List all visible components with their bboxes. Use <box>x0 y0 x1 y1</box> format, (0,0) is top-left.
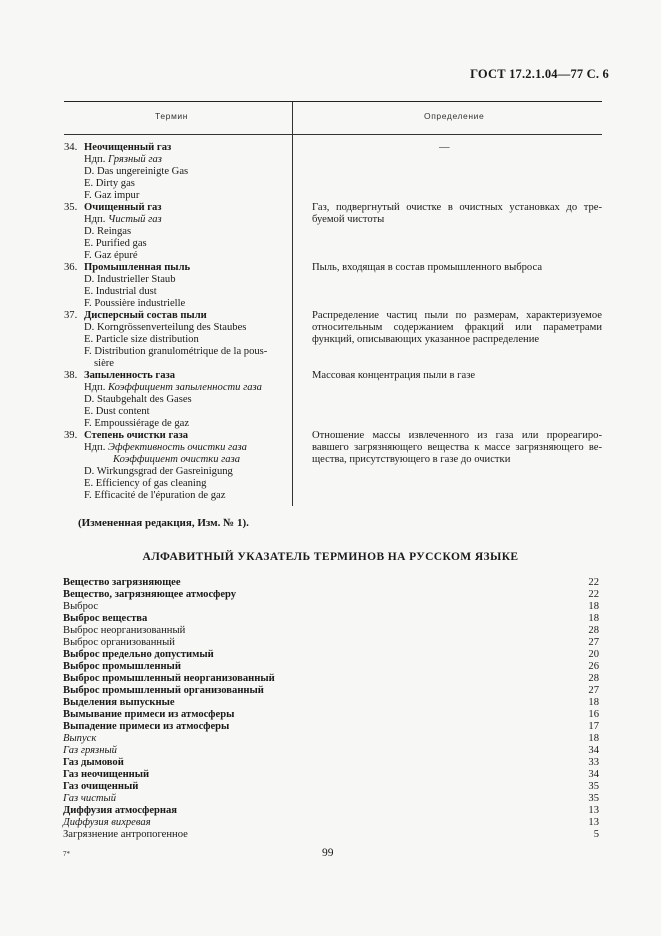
index-term: Вещество загрязняющее <box>63 577 181 588</box>
term-translation: E. Particle size distribution <box>84 334 199 345</box>
term-number: 37. <box>64 310 78 321</box>
footer-mark: 7* <box>63 850 70 858</box>
index-term: Загрязнение антропогенное <box>63 829 188 840</box>
definition-line: Газ, подвергнутый очистке в очистных установках до тре- <box>312 202 602 213</box>
definition-cell <box>312 202 602 226</box>
term-number: 34. <box>64 142 78 153</box>
index-entry <box>63 613 599 625</box>
term-cell <box>64 202 286 262</box>
term-cell <box>64 310 286 370</box>
table-row <box>64 202 604 262</box>
index-entry <box>63 709 599 721</box>
index-page: 20 <box>588 649 599 660</box>
index-page: 35 <box>588 781 599 792</box>
term-number: 38. <box>64 370 78 381</box>
index-term: Выброс неорганизованный <box>63 625 186 636</box>
index-page: 13 <box>588 817 599 828</box>
definition-cell <box>312 370 602 382</box>
term-synonym: Ндп. Чистый газ <box>84 214 162 225</box>
definition-line: Отношение массы извлеченного из газа или прореагиро- <box>312 430 602 441</box>
definition-line: щества, присутствующего в газе до очистки <box>312 454 511 465</box>
index-page: 5 <box>593 829 599 840</box>
index-term: Выпуск <box>63 733 97 744</box>
index-page: 13 <box>588 805 599 816</box>
index-entry <box>63 601 599 613</box>
term-translation: E. Industrial dust <box>84 286 157 297</box>
term-translation: F. Gaz épuré <box>84 250 138 261</box>
term-title: Запыленность газа <box>84 370 176 381</box>
index-term: Выброс организованный <box>63 637 175 648</box>
index-term: Диффузия вихревая <box>63 817 151 828</box>
term-translation: F. Poussière industrielle <box>84 298 186 309</box>
term-cell <box>64 262 286 310</box>
definition-cell <box>312 310 602 346</box>
term-synonym: Коэффициент очистки газа <box>113 454 240 465</box>
term-cell <box>64 142 286 202</box>
index-term: Выброс вещества <box>63 613 148 624</box>
term-translation: E. Purified gas <box>84 238 147 249</box>
term-translation: D. Industrieller Staub <box>84 274 176 285</box>
index-term: Выпадение примеси из атмосферы <box>63 721 230 732</box>
index-page: 18 <box>588 697 599 708</box>
term-title: Очищенный газ <box>84 202 162 213</box>
table-header-rule <box>64 134 602 135</box>
index-page: 34 <box>588 745 599 756</box>
index-term: Газ чистый <box>63 793 117 804</box>
index-page: 34 <box>588 769 599 780</box>
index-entry <box>63 805 599 817</box>
table-row <box>64 430 604 502</box>
term-title: Неочищенный газ <box>84 142 172 153</box>
term-translation: E. Efficiency of gas cleaning <box>84 478 207 489</box>
index-term: Выделения выпускные <box>63 697 175 708</box>
index-entry <box>63 829 599 841</box>
term-translation: F. Efficacité de l'épuration de gaz <box>84 490 226 501</box>
index-page: 27 <box>588 685 599 696</box>
index-page: 35 <box>588 793 599 804</box>
page-number: 99 <box>322 847 334 859</box>
index-term: Вещество, загрязняющее атмосферу <box>63 589 237 600</box>
term-synonym: Ндп. Грязный газ <box>84 154 162 165</box>
term-number: 39. <box>64 430 78 441</box>
index-page: 28 <box>588 673 599 684</box>
term-translation: D. Reingas <box>84 226 132 237</box>
index-page: 28 <box>588 625 599 636</box>
term-cell <box>64 430 286 502</box>
term-cell <box>64 370 286 430</box>
definition-cell <box>312 262 602 274</box>
term-translation: D. Das ungereinigte Gas <box>84 166 189 177</box>
index-entry <box>63 673 599 685</box>
index-entry <box>63 757 599 769</box>
term-translation: E. Dirty gas <box>84 178 135 189</box>
table-row <box>64 142 604 202</box>
definition-line: Пыль, входящая в состав промышленного выброса <box>312 262 543 273</box>
index-title: АЛФАВИТНЫЙ УКАЗАТЕЛЬ ТЕРМИНОВ НА РУССКОМ ЯЗЫКЕ <box>142 551 519 563</box>
index-term: Газ дымовой <box>63 757 124 768</box>
index-page: 16 <box>588 709 599 720</box>
term-title: Промышленная пыль <box>84 262 191 273</box>
definition-cell <box>439 142 450 154</box>
index-entry <box>63 793 599 805</box>
index-page: 22 <box>588 577 599 588</box>
term-synonym: Ндп. Эффективность очистки газа <box>84 442 247 453</box>
table-row <box>64 262 604 310</box>
index-term: Газ грязный <box>63 745 117 756</box>
definition-line: вавшего загрязняющего вещества к массе загрязняющего ве- <box>312 442 602 453</box>
column-header-term: Термин <box>155 111 189 121</box>
index-term: Вымывание примеси из атмосферы <box>63 709 235 720</box>
term-translation: D. Staubgehalt des Gases <box>84 394 192 405</box>
index-page: 18 <box>588 733 599 744</box>
index-page: 18 <box>588 613 599 624</box>
definition-line: — <box>439 142 450 153</box>
index-entry <box>63 577 599 589</box>
index-page: 26 <box>588 661 599 672</box>
index-entry <box>63 685 599 697</box>
index-term: Газ очищенный <box>63 781 139 792</box>
index-entry <box>63 817 599 829</box>
index-page: 33 <box>588 757 599 768</box>
definition-line: относительным содержанием фракций или параметрами <box>312 322 602 333</box>
index-entry <box>63 733 599 745</box>
index-entry <box>63 625 599 637</box>
column-header-definition: Определение <box>424 111 485 121</box>
index-term: Выброс промышленный организованный <box>63 685 264 696</box>
index-entry <box>63 781 599 793</box>
index-entry <box>63 649 599 661</box>
term-title: Степень очистки газа <box>84 430 189 441</box>
index-entry <box>63 661 599 673</box>
index-term: Выброс предельно допустимый <box>63 649 214 660</box>
definition-cell <box>312 430 602 466</box>
term-translation: sière <box>94 358 114 369</box>
term-translation: E. Dust content <box>84 406 150 417</box>
definition-line: функций, описывающих указанное распределение <box>312 334 540 345</box>
index-page: 17 <box>588 721 599 732</box>
index-entry <box>63 745 599 757</box>
index-term: Диффузия атмосферная <box>63 805 178 816</box>
index-term: Выброс промышленный <box>63 661 181 672</box>
document-header: ГОСТ 17.2.1.04—77 С. 6 <box>470 67 609 81</box>
alphabetical-index <box>63 577 599 841</box>
table-top-rule <box>64 101 602 102</box>
definition-line: буемой чистоты <box>312 214 385 225</box>
definition-line: Массовая концентрация пыли в газе <box>312 370 476 381</box>
index-entry <box>63 721 599 733</box>
amendment-note: (Измененная редакция, Изм. № 1). <box>78 517 249 529</box>
table-row <box>64 370 604 430</box>
index-entry <box>63 769 599 781</box>
index-page: 18 <box>588 601 599 612</box>
term-synonym: Ндп. Коэффициент запыленности газа <box>84 382 262 393</box>
term-title: Дисперсный состав пыли <box>84 310 207 321</box>
index-term: Выброс промышленный неорганизованный <box>63 673 275 684</box>
term-translation: F. Distribution granulométrique de la pous- <box>84 346 268 357</box>
index-entry <box>63 637 599 649</box>
index-term: Выброс <box>63 601 99 612</box>
term-number: 35. <box>64 202 78 213</box>
term-translation: D. Korngrössenverteilung des Staubes <box>84 322 247 333</box>
table-row <box>64 310 604 370</box>
index-entry <box>63 589 599 601</box>
index-page: 27 <box>588 637 599 648</box>
index-page: 22 <box>588 589 599 600</box>
term-translation: D. Wirkungsgrad der Gasreinigung <box>84 466 233 477</box>
term-translation: F. Gaz impur <box>84 190 140 201</box>
terms-table-body <box>64 142 604 502</box>
term-number: 36. <box>64 262 78 273</box>
index-entry <box>63 697 599 709</box>
term-translation: F. Empoussiérage de gaz <box>84 418 190 429</box>
index-term: Газ неочищенный <box>63 769 150 780</box>
definition-line: Распределение частиц пыли по размерам, характеризуемое <box>312 310 602 321</box>
